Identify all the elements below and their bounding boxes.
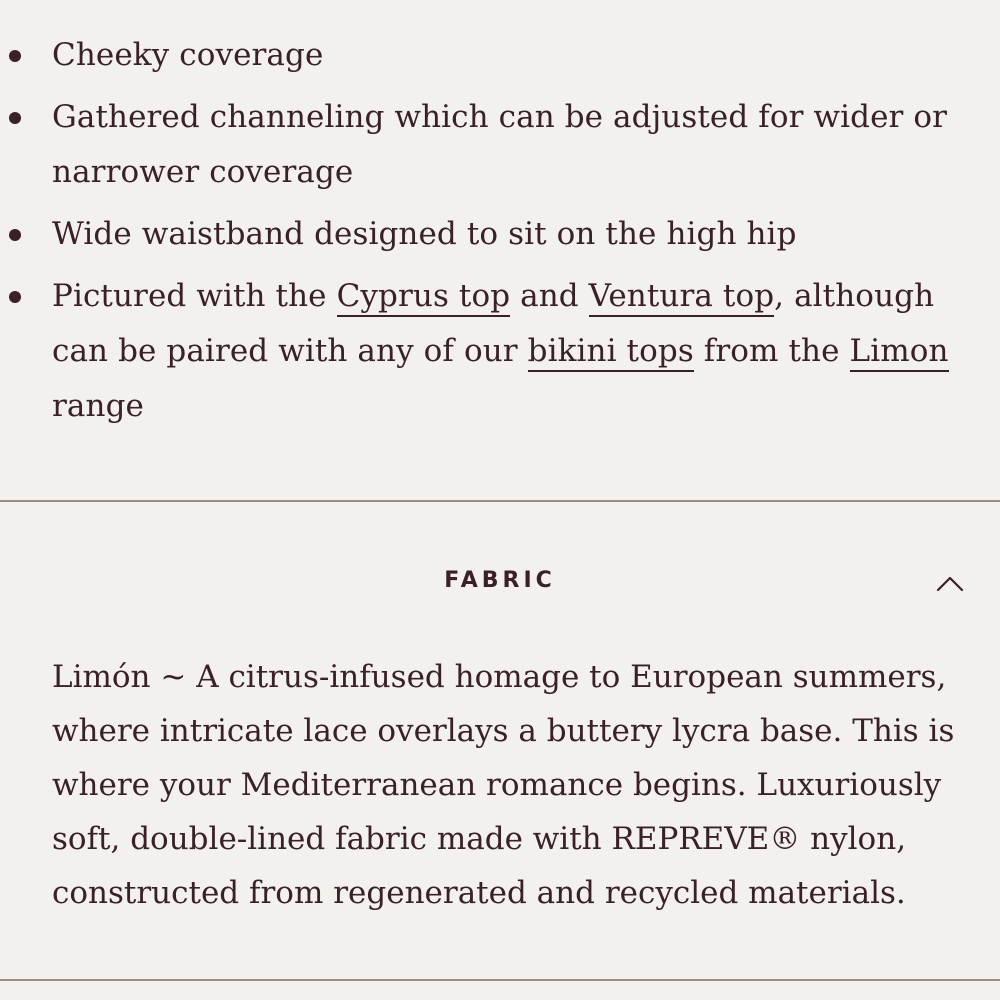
feature-text: Gathered channeling which can be adjusted for wider or narrower coverage <box>52 99 948 190</box>
fabric-section-title: FABRIC <box>444 568 556 593</box>
feature-text-mid: , although can be paired with any of our <box>52 278 935 369</box>
feature-item <box>0 207 1000 262</box>
feature-item <box>0 90 1000 200</box>
feature-list <box>0 28 1000 441</box>
feature-text: Cheeky coverage <box>52 37 324 73</box>
section-divider <box>0 979 1000 981</box>
ventura-top-link[interactable]: Ventura top <box>589 278 775 317</box>
limon-range-link[interactable]: Limon <box>850 333 949 372</box>
fabric-description: Limón ~ A citrus-infused homage to European summers, where intricate lace overlays a buttery lycra base. This is where your Mediterranean romance begins. Luxuriously soft, double-lined fabric made with REPREVE® nylon, constructed from regenerated and recycled materials. <box>52 659 955 911</box>
cyprus-top-link[interactable]: Cyprus top <box>337 278 511 317</box>
bikini-tops-link[interactable]: bikini tops <box>528 333 694 372</box>
feature-item <box>0 28 1000 83</box>
feature-text-prefix: Pictured with the <box>52 278 337 314</box>
bullet-icon <box>9 229 21 241</box>
bullet-icon <box>9 50 21 62</box>
feature-text-mid: and <box>510 278 589 314</box>
section-divider <box>0 500 1000 502</box>
fabric-accordion-header[interactable] <box>0 556 1000 612</box>
feature-text-mid: from the <box>693 333 850 369</box>
feature-text-suffix: range <box>52 388 144 424</box>
bullet-icon <box>9 112 21 124</box>
feature-text: Wide waistband designed to sit on the high hip <box>52 216 797 252</box>
bullet-icon <box>9 291 21 303</box>
feature-item-pairing <box>0 269 1000 434</box>
chevron-up-icon[interactable] <box>936 574 964 592</box>
